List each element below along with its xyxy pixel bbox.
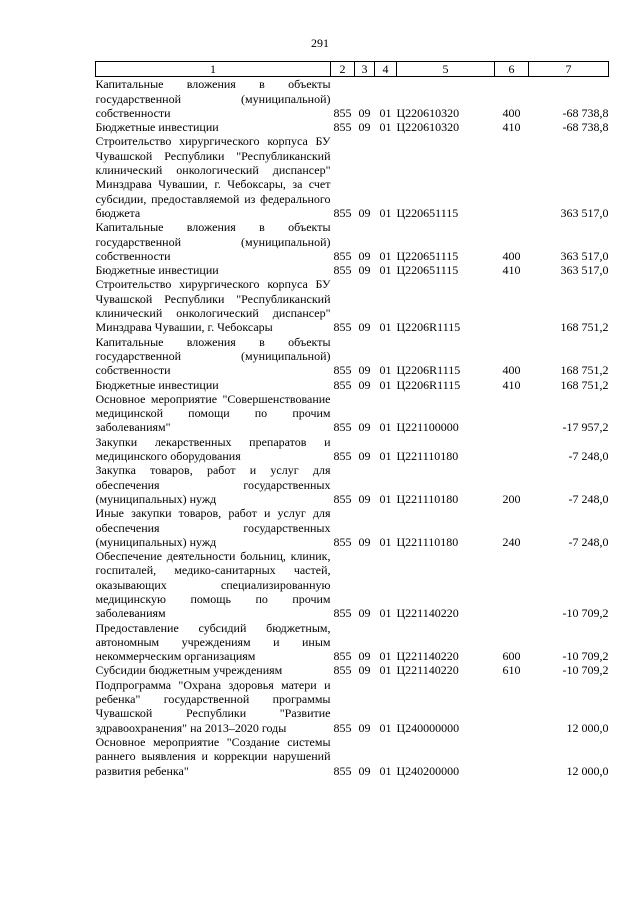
row-section: 09 <box>358 377 371 392</box>
row-name: Обеспечение деятельности больниц, клиник, госпиталей, медико-санитарных частей, оказывающих специализированную медицинскую помощь по прочим заболеваниям <box>95 549 331 621</box>
table-row <box>96 277 609 334</box>
row-target-code: Ц221110180 <box>396 534 459 549</box>
row-target-code: Ц2206R1115 <box>396 377 461 392</box>
row-expense-type: 600 <box>502 649 521 664</box>
row-target-code: Ц2206R1115 <box>396 320 461 335</box>
row-expense-type: 400 <box>502 363 521 378</box>
row-expense-type: 240 <box>502 534 521 549</box>
table-row <box>96 378 609 392</box>
column-header: 7 <box>529 62 609 77</box>
row-subsection: 01 <box>379 120 392 135</box>
row-target-code: Ц221140220 <box>396 663 459 678</box>
row-subsection: 01 <box>379 663 392 678</box>
row-expense-type <box>495 134 529 220</box>
row-code: 855 <box>333 491 352 506</box>
row-name: Капитальные вложения в объекты государственной (муниципальной) собственности <box>95 77 331 120</box>
row-name: Закупка товаров, работ и услуг для обеспечения государственных (муниципальных) нужд <box>95 463 331 506</box>
row-amount: 363 517,0 <box>560 263 609 278</box>
table-row <box>96 335 609 378</box>
row-amount: -17 957,2 <box>562 420 609 435</box>
table-row <box>96 678 609 735</box>
row-amount: -10 709,2 <box>562 649 609 664</box>
row-amount: 168 751,2 <box>560 363 609 378</box>
row-expense-type: 400 <box>502 105 521 120</box>
row-code: 855 <box>333 320 352 335</box>
row-name: Основное мероприятие "Совершенствование медицинской помощи по прочим заболеваниям" <box>95 391 331 435</box>
row-target-code: Ц221110180 <box>396 491 459 506</box>
row-amount: 363 517,0 <box>560 205 609 220</box>
row-subsection: 01 <box>379 534 392 549</box>
row-code: 855 <box>333 606 352 621</box>
row-name: Бюджетные инвестиции <box>95 263 219 278</box>
table-row <box>96 463 609 506</box>
row-amount: -7 248,0 <box>568 534 609 549</box>
row-code: 855 <box>333 120 352 135</box>
budget-table <box>95 61 609 778</box>
column-header: 6 <box>495 62 529 77</box>
table-row <box>96 392 609 435</box>
row-subsection: 01 <box>379 649 392 664</box>
table-row <box>96 506 609 549</box>
row-amount: -10 709,2 <box>562 663 609 678</box>
row-subsection: 01 <box>379 491 392 506</box>
row-code: 855 <box>333 763 352 778</box>
row-expense-type <box>495 549 529 620</box>
row-amount: -10 709,2 <box>562 606 609 621</box>
row-section: 09 <box>358 263 371 278</box>
row-target-code: Ц220610320 <box>396 120 460 135</box>
column-header: 1 <box>96 62 331 77</box>
row-section: 09 <box>358 248 371 263</box>
row-section: 09 <box>358 663 371 678</box>
row-name: Бюджетные инвестиции <box>95 120 219 135</box>
row-target-code: Ц240000000 <box>396 720 460 735</box>
row-code: 855 <box>333 377 352 392</box>
row-subsection: 01 <box>379 205 392 220</box>
row-section: 09 <box>358 606 371 621</box>
row-target-code: Ц2206R1115 <box>396 363 461 378</box>
row-code: 855 <box>333 105 352 120</box>
row-section: 09 <box>358 363 371 378</box>
row-subsection: 01 <box>379 320 392 335</box>
row-subsection: 01 <box>379 377 392 392</box>
row-expense-type: 410 <box>502 263 521 278</box>
table-row <box>96 621 609 664</box>
row-amount: 12 000,0 <box>566 720 609 735</box>
table-row <box>96 663 609 677</box>
row-code: 855 <box>333 720 352 735</box>
row-section: 09 <box>358 534 371 549</box>
row-target-code: Ц220651115 <box>396 263 459 278</box>
row-name: Капитальные вложения в объекты государственной (муниципальной) собственности <box>95 334 331 378</box>
row-expense-type: 400 <box>502 248 521 263</box>
table-header-row <box>96 62 609 77</box>
row-subsection: 01 <box>379 420 392 435</box>
column-header: 5 <box>397 62 495 77</box>
row-subsection: 01 <box>379 263 392 278</box>
row-name: Иные закупки товаров, работ и услуг для обеспечения государственных (муниципальных) нужд <box>95 506 331 549</box>
row-expense-type: 200 <box>502 491 521 506</box>
row-amount: 12 000,0 <box>566 763 609 778</box>
row-name: Предоставление субсидий бюджетным, автономным учреждениям и иным некоммерческим организациям <box>95 620 331 664</box>
column-header: 2 <box>331 62 355 77</box>
row-code: 855 <box>333 248 352 263</box>
row-amount: 168 751,2 <box>560 320 609 335</box>
row-name: Подпрограмма "Охрана здоровья матери и ребенка" государственной программы Чувашской Республики "Развитие здравоохранения" на 2013–2020 годы <box>95 677 331 735</box>
row-section: 09 <box>358 763 371 778</box>
row-amount: 168 751,2 <box>560 377 609 392</box>
row-expense-type <box>495 392 529 435</box>
row-expense-type <box>495 277 529 334</box>
row-target-code: Ц221110180 <box>396 449 459 464</box>
row-subsection: 01 <box>379 720 392 735</box>
row-expense-type: 610 <box>502 663 521 678</box>
row-name: Строительство хирургического корпуса БУ Чувашской Республики "Республиканский клинический онкологический диспансер" Минздрава Чувашии, г. Чебоксары, за счет субсидии, предоставляемой из федерального бюджета <box>95 134 331 220</box>
table-row <box>96 735 609 778</box>
row-name: Закупки лекарственных препаратов и медицинского оборудования <box>95 434 331 464</box>
row-section: 09 <box>358 120 371 135</box>
row-expense-type: 410 <box>502 120 521 135</box>
row-expense-type: 410 <box>502 377 521 392</box>
row-code: 855 <box>333 649 352 664</box>
table-row <box>96 134 609 220</box>
row-target-code: Ц220610320 <box>396 105 460 120</box>
row-section: 09 <box>358 491 371 506</box>
row-section: 09 <box>358 320 371 335</box>
row-section: 09 <box>358 205 371 220</box>
row-name: Бюджетные инвестиции <box>95 377 219 392</box>
row-code: 855 <box>333 663 352 678</box>
row-code: 855 <box>333 420 352 435</box>
row-code: 855 <box>333 449 352 464</box>
row-target-code: Ц220651115 <box>396 205 459 220</box>
row-code: 855 <box>333 363 352 378</box>
column-header: 4 <box>375 62 397 77</box>
row-code: 855 <box>333 263 352 278</box>
row-subsection: 01 <box>379 763 392 778</box>
table-row <box>96 77 609 120</box>
table-row <box>96 263 609 277</box>
row-expense-type <box>495 678 529 735</box>
row-amount: 363 517,0 <box>560 248 609 263</box>
row-section: 09 <box>358 449 371 464</box>
row-section: 09 <box>358 105 371 120</box>
page-number: 291 <box>311 36 329 50</box>
row-amount: -68 738,8 <box>562 105 609 120</box>
row-expense-type <box>495 735 529 778</box>
row-subsection: 01 <box>379 105 392 120</box>
row-code: 855 <box>333 534 352 549</box>
row-target-code: Ц221140220 <box>396 649 459 664</box>
row-subsection: 01 <box>379 363 392 378</box>
row-subsection: 01 <box>379 606 392 621</box>
row-target-code: Ц220651115 <box>396 248 459 263</box>
row-code: 855 <box>333 205 352 220</box>
row-name: Капитальные вложения в объекты государственной (муниципальной) собственности <box>95 220 331 263</box>
row-amount: -7 248,0 <box>568 449 609 464</box>
row-target-code: Ц240200000 <box>396 763 460 778</box>
row-name: Субсидии бюджетным учреждениям <box>95 663 283 678</box>
table-row <box>96 435 609 464</box>
row-expense-type <box>495 435 529 464</box>
row-subsection: 01 <box>379 248 392 263</box>
row-section: 09 <box>358 420 371 435</box>
table-row <box>96 120 609 134</box>
column-header: 3 <box>355 62 375 77</box>
row-target-code: Ц221140220 <box>396 606 459 621</box>
row-subsection: 01 <box>379 449 392 464</box>
row-section: 09 <box>358 649 371 664</box>
row-section: 09 <box>358 720 371 735</box>
row-amount: -7 248,0 <box>568 491 609 506</box>
row-name: Строительство хирургического корпуса БУ Чувашской Республики "Республиканский клинический онкологический диспансер" Минздрава Чувашии, г. Чебоксары <box>95 277 331 335</box>
table-row <box>96 549 609 620</box>
row-target-code: Ц221100000 <box>396 420 459 435</box>
row-name: Основное мероприятие "Создание системы раннего выявления и коррекции нарушений развития ребенка" <box>95 734 331 778</box>
table-row <box>96 220 609 263</box>
row-amount: -68 738,8 <box>562 120 609 135</box>
